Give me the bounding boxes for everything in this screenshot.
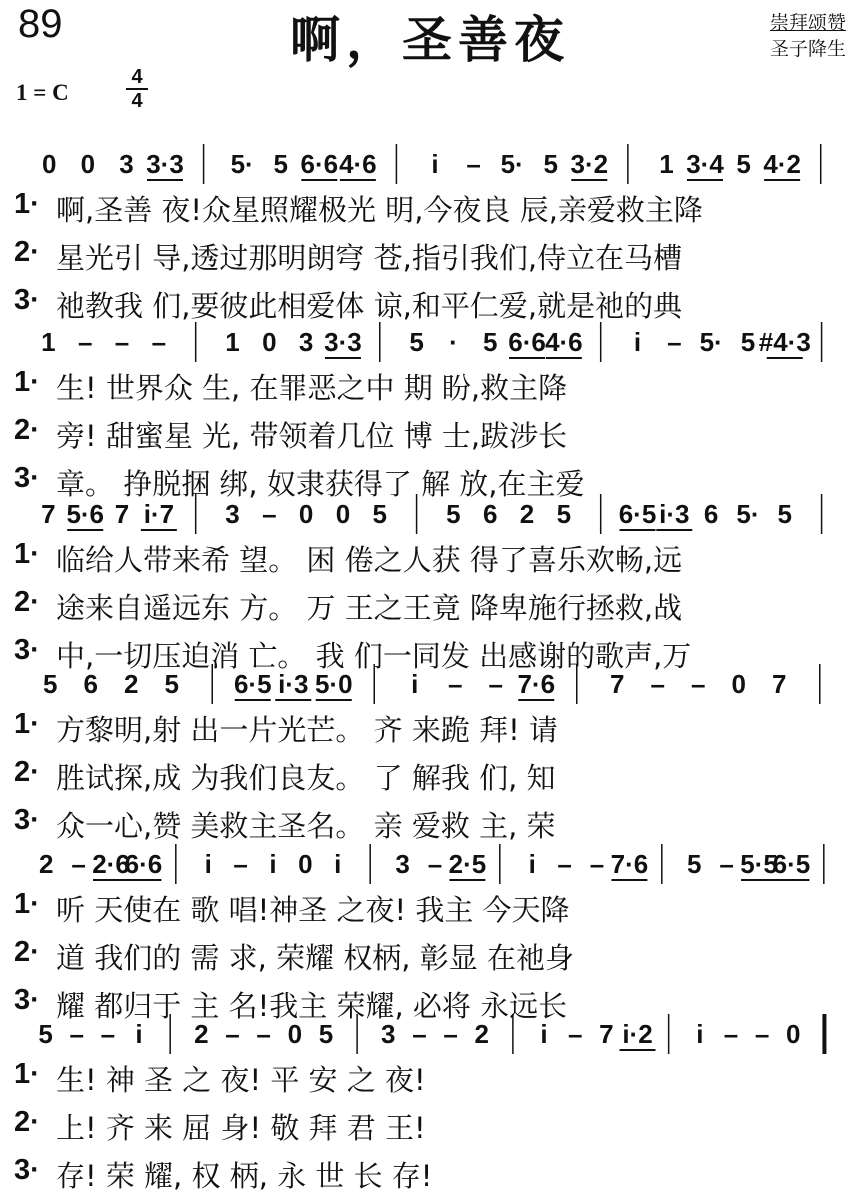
verse-number: 1· (14, 188, 40, 220)
lyric-text: 存! 荣 耀, 权 柄, 永 世 长 存! (56, 1159, 433, 1193)
note: 5 (446, 499, 461, 529)
note: 5 (164, 669, 179, 699)
note: 0 (786, 1019, 801, 1049)
verse-number: 2· (14, 236, 40, 268)
lyric-text: 临给人带来希 望。 困 倦之人获 得了喜乐欢畅,远 (56, 543, 683, 577)
note: 0 (335, 499, 351, 529)
note: 5·0 (314, 669, 353, 699)
lyric-line (0, 538, 860, 578)
note: i·3 (659, 499, 690, 529)
note: 1 (659, 149, 674, 179)
lyric-line (0, 1058, 860, 1098)
lyric-text: 听 天使在 歌 唱!神圣 之夜! 我主 今天降 (56, 893, 570, 927)
note: 3 (225, 499, 240, 529)
note: 5·6 (66, 499, 105, 529)
note: i (269, 849, 277, 879)
lyric-text: 啊,圣善 夜!众星照耀极光 明,今夜良 辰,亲爱救主降 (56, 193, 703, 227)
notation-line (0, 318, 860, 368)
note: – (466, 149, 481, 179)
note: 5 (740, 327, 756, 357)
note: 0 (298, 499, 314, 529)
lyric-text: 中,一切压迫消 亡。 我 们一同发 出感谢的歌声,万 (56, 639, 692, 673)
note: 2·6 (92, 849, 130, 879)
lyric-line (0, 756, 860, 796)
note: – (488, 669, 503, 699)
note: 3 (395, 849, 410, 879)
note: 3·3 (146, 149, 184, 179)
note: 0 (42, 149, 57, 179)
note: 0 (287, 1019, 303, 1049)
lyric-text: 祂教我 们,要彼此相爱体 谅,和平仁爱,就是祂的典 (56, 289, 683, 323)
note: 5 (777, 499, 793, 529)
lyric-text: 上! 齐 来 屈 身! 敬 拜 君 王! (56, 1111, 426, 1145)
note: #4·3 (758, 327, 811, 357)
note: 3·3 (324, 327, 362, 357)
note: i (528, 849, 536, 879)
note: i·7 (143, 499, 175, 529)
lyric-text: 章。 挣脱捆 绑, 奴隶获得了 解 放,在主爱 (56, 467, 585, 501)
key-signature: 1 = C (16, 80, 69, 105)
note: – (448, 669, 463, 699)
notation-line (0, 1010, 860, 1060)
note: – (256, 1019, 271, 1049)
note: – (262, 499, 277, 529)
note: 0 (731, 669, 746, 699)
note: 5· (500, 149, 524, 179)
hymn-subcategory: 圣子降生 (769, 38, 846, 60)
lyric-text: 耀 都归于 主 名!我主 荣耀, 必将 永远长 (56, 989, 568, 1023)
note: 3 (298, 327, 314, 357)
note: 6 (703, 499, 719, 529)
time-signature-bottom: 4 (126, 88, 148, 112)
note: – (667, 327, 682, 357)
note: i (696, 1019, 704, 1049)
notation-svg (0, 840, 860, 890)
lyric-line (0, 888, 860, 928)
verse-number: 3· (14, 984, 40, 1016)
note: 5·5 (740, 849, 778, 879)
lyric-line (0, 414, 860, 454)
note: 6·6 (124, 849, 163, 879)
note: 5 (736, 149, 751, 179)
note: 5 (38, 1019, 53, 1049)
note: – (100, 1019, 116, 1049)
note: 0 (262, 327, 277, 357)
verse-number: 2· (14, 414, 40, 446)
note: i (334, 849, 342, 879)
note: – (233, 849, 248, 879)
note: 4·6 (545, 327, 583, 357)
note: 2 (38, 849, 54, 879)
time-signature (126, 66, 148, 112)
lyric-line (0, 1154, 860, 1194)
lyric-line (0, 804, 860, 844)
verse-number: 3· (14, 634, 40, 666)
verse-number: 1· (14, 366, 40, 398)
note: – (77, 327, 93, 357)
note: – (151, 327, 167, 357)
note: 5 (556, 499, 572, 529)
note: 7 (41, 499, 56, 529)
note: 7·6 (517, 669, 556, 699)
hymn-category: 崇拜颂赞 (769, 12, 846, 34)
note: 5 (43, 669, 58, 699)
lyric-text: 生! 神 圣 之 夜! 平 安 之 夜! (56, 1063, 426, 1097)
notation-line (0, 840, 860, 890)
note: 0 (80, 149, 96, 179)
note: – (114, 327, 130, 357)
note: – (427, 849, 443, 879)
note: 3·4 (686, 149, 724, 179)
lyric-text: 道 我们的 需 求, 荣耀 权柄, 彰显 在祂身 (56, 941, 574, 975)
note: 1 (225, 327, 240, 357)
note: – (719, 849, 734, 879)
note: 5· (699, 327, 723, 357)
note: 7 (599, 1019, 614, 1049)
verse-number: 1· (14, 708, 40, 740)
note: 7·6 (610, 849, 649, 879)
note: 3·2 (570, 149, 609, 179)
notation-svg (0, 140, 860, 190)
note: 5 (543, 149, 558, 179)
note: 6·5 (772, 849, 811, 879)
notation-svg (0, 490, 860, 540)
note: 2 (474, 1019, 489, 1049)
time-signature-top: 4 (131, 66, 143, 88)
note: – (567, 1019, 583, 1049)
note: · (449, 327, 458, 357)
lyric-line (0, 586, 860, 626)
note: 6·6 (300, 149, 339, 179)
note: 6 (83, 669, 98, 699)
note: – (723, 1019, 739, 1049)
notation-svg (0, 1010, 860, 1060)
lyric-line (0, 708, 860, 748)
note: 2 (124, 669, 139, 699)
note: 5 (482, 327, 498, 357)
notation-svg (0, 318, 860, 368)
verse-number: 3· (14, 1154, 40, 1186)
note: 3 (381, 1019, 396, 1049)
note: 2·5 (448, 849, 487, 879)
note: 2 (194, 1019, 209, 1049)
notation-svg (0, 660, 860, 710)
note: – (650, 669, 665, 699)
note: – (754, 1019, 770, 1049)
lyric-text: 生! 世界众 生, 在罪恶之中 期 盼,救主降 (56, 371, 568, 405)
note: i (431, 149, 439, 179)
note: – (412, 1019, 427, 1049)
note: i (135, 1019, 143, 1049)
note: i (411, 669, 419, 699)
lyric-line (0, 188, 860, 228)
note: i·3 (278, 669, 309, 699)
note: 5 (372, 499, 388, 529)
note: i·2 (622, 1019, 653, 1049)
note: 1 (41, 327, 56, 357)
note: 5 (318, 1019, 334, 1049)
note: – (589, 849, 605, 879)
note: 2 (519, 499, 535, 529)
verse-number: 1· (14, 1058, 40, 1090)
note: 5 (409, 327, 424, 357)
note: 7 (772, 669, 787, 699)
lyric-text: 众一心,赞 美救主圣名。 亲 爱救 主, 荣 (56, 809, 556, 843)
notation-line (0, 660, 860, 710)
note: 5· (736, 499, 760, 529)
lyric-text: 旁! 甜蜜星 光, 带领着几位 博 士,跋涉长 (56, 419, 568, 453)
note: 6·5 (618, 499, 657, 529)
lyric-text: 星光引 导,透过那明朗穹 苍,指引我们,侍立在马槽 (56, 241, 683, 275)
note: 5 (686, 849, 702, 879)
verse-number: 3· (14, 804, 40, 836)
lyric-text: 方黎明,射 出一片光芒。 齐 来跪 拜! 请 (56, 713, 558, 747)
verse-number: 2· (14, 1106, 40, 1138)
verse-number: 2· (14, 586, 40, 618)
note: – (443, 1019, 458, 1049)
verse-number: 3· (14, 462, 40, 494)
note: i (204, 849, 212, 879)
verse-number: 3· (14, 284, 40, 316)
lyric-line (0, 1106, 860, 1146)
lyric-text: 胜试探,成 为我们良友。 了 解我 们, 知 (56, 761, 556, 795)
note: 4·6 (339, 149, 377, 179)
lyric-line (0, 366, 860, 406)
notation-line (0, 490, 860, 540)
notation-line (0, 140, 860, 190)
note: – (225, 1019, 240, 1049)
hymn-number: 89 (18, 2, 63, 46)
note: – (557, 849, 572, 879)
lyric-line (0, 936, 860, 976)
note: – (71, 849, 86, 879)
note: 6·6 (508, 327, 546, 357)
note: 7 (114, 499, 130, 529)
hymn-title: 啊，圣善夜 (290, 10, 570, 69)
note: – (69, 1019, 84, 1049)
note: – (691, 669, 706, 699)
lyric-text: 途来自遥远东 方。 万 王之王竟 降卑施行拯救,战 (56, 591, 683, 625)
note: 4·2 (763, 149, 801, 179)
lyric-line (0, 236, 860, 276)
note: 6·5 (233, 669, 272, 699)
note: 7 (610, 669, 625, 699)
verse-number: 1· (14, 538, 40, 570)
verse-number: 2· (14, 756, 40, 788)
verse-number: 2· (14, 936, 40, 968)
note: 6 (482, 499, 498, 529)
note: i (633, 327, 642, 357)
note: 5· (230, 149, 254, 179)
note: 3 (119, 149, 134, 179)
verse-number: 1· (14, 888, 40, 920)
note: i (540, 1019, 548, 1049)
note: 5 (273, 149, 288, 179)
note: 0 (298, 849, 313, 879)
